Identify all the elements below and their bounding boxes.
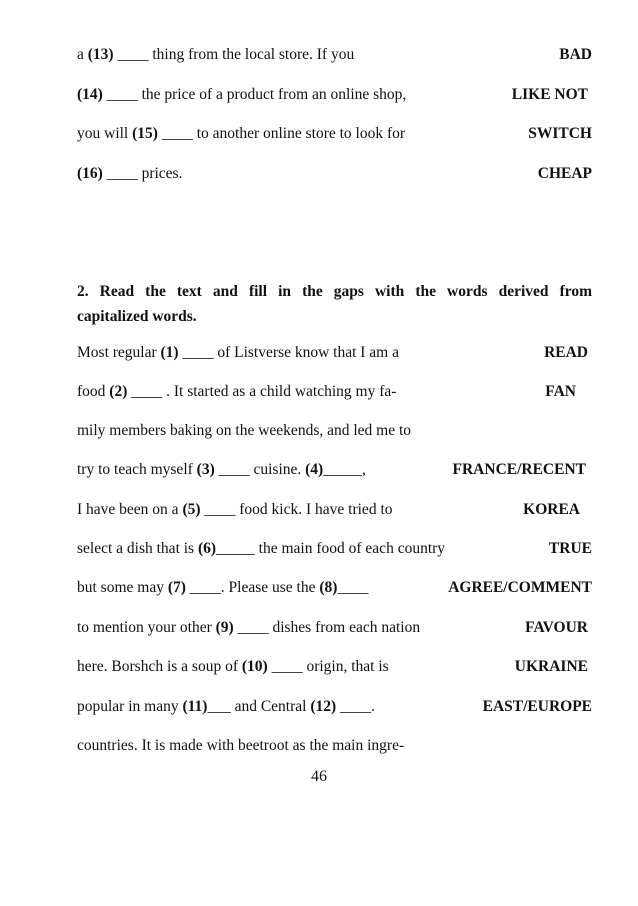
text-segment: popular in many [77, 698, 183, 715]
gap-number: (12) [310, 698, 337, 715]
heading-word: words [447, 283, 488, 300]
text-segment: _____, [323, 461, 366, 478]
heading-word: in [278, 283, 292, 300]
text-segment: I have been on a [77, 501, 183, 518]
keyword: EAST/EUROPE [482, 698, 592, 715]
gap-number: (14) [77, 86, 103, 103]
keyword: KOREA [523, 501, 580, 518]
line-text: ____ thing from the local store. If you [113, 46, 355, 63]
line-text [77, 618, 420, 638]
heading-word: fill [248, 283, 268, 300]
gap-number: (7) [167, 579, 186, 596]
line-text [77, 736, 404, 756]
gap-number: (2) [109, 383, 128, 400]
text-segment: but some may [77, 579, 168, 596]
gap-number: (9) [215, 619, 234, 636]
keyword: FAVOUR [525, 619, 588, 636]
line-text [77, 657, 389, 677]
text-segment: select a dish that is [77, 540, 198, 557]
heading-word: gaps [333, 283, 364, 300]
gap-number: (5) [182, 501, 201, 518]
gap-number: (1) [160, 344, 179, 361]
keyword: SWITCH [528, 125, 592, 142]
task-heading-line2: capitalized words. [77, 308, 197, 325]
heading-word: 2. [77, 283, 89, 300]
gap-number: (15) [132, 125, 158, 142]
gap-number: (11) [182, 698, 208, 715]
text-segment: ____. Please use the [185, 579, 320, 596]
heading-word: the [302, 283, 323, 300]
heading-word: the [415, 283, 436, 300]
line-text [77, 421, 411, 441]
text-segment: Most regular [77, 344, 161, 361]
line-text [77, 382, 396, 402]
line-text [77, 500, 393, 520]
text-segment: ____ origin, that is [267, 658, 389, 675]
text-segment: _____ the main food of each country [216, 540, 446, 557]
text-segment: ____. [336, 698, 375, 715]
line-text [77, 697, 375, 717]
keyword: LIKE NOT [511, 86, 588, 103]
gap-number: (16) [77, 165, 103, 182]
line-text [77, 578, 368, 598]
keyword: AGREE/COMMENT [448, 579, 592, 596]
line-text: a [77, 46, 88, 63]
line-text [77, 343, 399, 363]
task-heading [77, 283, 592, 301]
text-segment: countries. It is made with beetroot as the main ingre- [77, 737, 405, 754]
line-text: ____ to another online store to look for [157, 125, 406, 142]
heading-word: and [212, 283, 238, 300]
keyword: CHEAP [537, 165, 592, 182]
gap-number: (3) [196, 461, 215, 478]
heading-word: derived [498, 283, 549, 300]
text-segment: ____ [337, 579, 369, 596]
page-number: 46 [311, 768, 327, 785]
line-text: ____ the price of a product from an online shop, [102, 86, 407, 103]
text-segment: to mention your other [77, 619, 216, 636]
heading-word: text [176, 283, 202, 300]
gap-number: (6) [197, 540, 217, 557]
text-segment: food [77, 383, 110, 400]
keyword: FAN [545, 383, 576, 400]
keyword: BAD [559, 46, 592, 63]
text-segment: mily members baking on the weekends, and led me to [77, 422, 412, 439]
text-segment: ____ of Listverse know that I am a [178, 344, 399, 361]
gap-number: (13) [87, 46, 114, 63]
keyword: READ [544, 344, 588, 361]
text-segment: ___ and Central [207, 698, 311, 715]
heading-word: from [559, 283, 592, 300]
text-segment: ____ cuisine. [214, 461, 306, 478]
text-segment: ____ dishes from each nation [233, 619, 421, 636]
line-text: ____ prices. [102, 165, 183, 182]
keyword: UKRAINE [514, 658, 588, 675]
keyword: FRANCE/RECENT [452, 461, 586, 478]
text-segment: here. Borshch is a soup of [77, 658, 242, 675]
line-text: you will [77, 125, 133, 142]
text-segment: try to teach myself [77, 461, 197, 478]
line-text [77, 539, 445, 559]
heading-word: Read [99, 283, 135, 300]
gap-number: (10) [241, 658, 268, 675]
heading-word: with [374, 283, 405, 300]
heading-word: the [145, 283, 166, 300]
gap-number: (4) [305, 461, 324, 478]
keyword: TRUE [548, 540, 592, 557]
text-segment: ____ food kick. I have tried to [200, 501, 393, 518]
line-text [77, 460, 366, 480]
text-segment: ____ . It started as a child watching my fa- [127, 383, 397, 400]
gap-number: (8) [319, 579, 338, 596]
